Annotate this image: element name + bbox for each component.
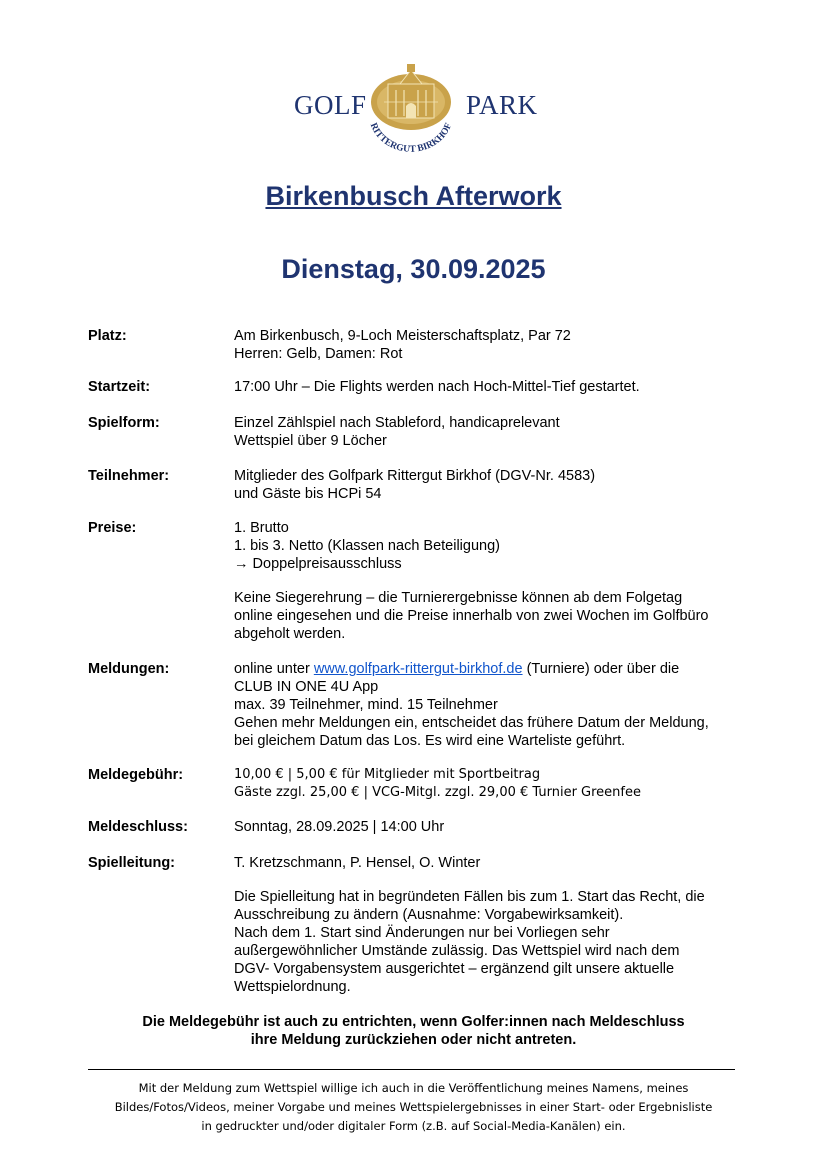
text-line: 10,00 € | 5,00 € für Mitglieder mit Sportbeitrag — [234, 767, 541, 782]
text-fragment: (Turniere) oder über die — [522, 661, 680, 677]
section-value — [234, 414, 744, 450]
golfpark-logo — [292, 62, 538, 158]
text-line: 1. Brutto — [234, 520, 289, 536]
castle-emblem-icon — [354, 62, 468, 158]
section-value — [234, 818, 744, 836]
text-line: Sonntag, 28.09.2025 | 14:00 Uhr — [234, 819, 445, 835]
section-value — [234, 854, 744, 996]
website-link[interactable]: www.golfpark-rittergut-birkhof.de — [313, 661, 523, 677]
text-line: Gehen mehr Meldungen ein, entscheidet das frühere Datum der Meldung, — [234, 715, 709, 731]
section-label: Meldegebühr: — [88, 767, 184, 783]
section-value — [234, 467, 744, 503]
event-date: Dienstag, 30.09.2025 — [281, 254, 546, 284]
text-line: Am Birkenbusch, 9-Loch Meisterschaftsplatz, Par 72 — [234, 328, 571, 344]
text-line: Einzel Zählspiel nach Stableford, handicaprelevant — [234, 415, 560, 431]
svg-text:RITTERGUT BIRKHOF: RITTERGUT BIRKHOF — [367, 121, 455, 155]
text-line: Nach dem 1. Start sind Änderungen nur bei Vorliegen sehr — [234, 925, 610, 941]
text-line: Keine Siegerehrung – die Turnierergebnisse können ab dem Folgetag — [234, 590, 683, 606]
text-line: bei gleichem Datum das Los. Es wird eine Warteliste geführt. — [234, 733, 626, 749]
text-line: T. Kretzschmann, P. Hensel, O. Winter — [234, 855, 481, 871]
fee-notice — [0, 1013, 827, 1049]
text-line: Mit der Meldung zum Wettspiel willige ich auch in die Veröffentlichung meines Namens, meines — [138, 1081, 689, 1095]
section-label: Spielform: — [88, 415, 160, 431]
logo-word-golf: GOLF — [294, 90, 367, 120]
text-line: Wettspiel über 9 Löcher — [234, 433, 387, 449]
text-line: Bildes/Fotos/Videos, meiner Vorgabe und meines Wettspielergebnisses in einer Start- oder Ergebnisliste — [114, 1100, 713, 1114]
section-value — [234, 766, 744, 802]
text-line: Mitglieder des Golfpark Rittergut Birkhof (DGV-Nr. 4583) — [234, 468, 596, 484]
footer-divider — [88, 1069, 735, 1070]
text-line: Herren: Gelb, Damen: Rot — [234, 346, 403, 362]
text-line: Die Meldegebühr ist auch zu entrichten, wenn Golfer:innen nach Meldeschluss — [142, 1014, 685, 1030]
text-fragment: online unter — [234, 661, 314, 677]
text-line: Gäste zzgl. 25,00 € | VCG-Mitgl. zzgl. 29,00 € Turnier Greenfee — [234, 785, 641, 800]
text-line: online eingesehen und die Preise innerhalb von zwei Wochen im Golfbüro — [234, 608, 709, 624]
section-label: Teilnehmer: — [88, 468, 170, 484]
text-line: und Gäste bis HCPi 54 — [234, 486, 382, 502]
section-label: Meldungen: — [88, 661, 170, 677]
section-value — [234, 378, 744, 396]
text-line: max. 39 Teilnehmer, mind. 15 Teilnehmer — [234, 697, 498, 713]
text-line: Ausschreibung zu ändern (Ausnahme: Vorgabewirksamkeit). — [234, 907, 624, 923]
section-label: Spielleitung: — [88, 855, 175, 871]
text-line: außergewöhnlicher Umstände zulässig. Das Wettspiel wird nach dem — [234, 943, 680, 959]
section-label: Platz: — [88, 328, 127, 344]
text-line: 17:00 Uhr – Die Flights werden nach Hoch-Mittel-Tief gestartet. — [234, 379, 640, 395]
text-line: Wettspielordnung. — [234, 979, 351, 995]
section-value — [234, 519, 744, 643]
text-line: Die Spielleitung hat in begründeten Fällen bis zum 1. Start das Recht, die — [234, 889, 705, 905]
section-value — [234, 327, 744, 363]
section-label: Meldeschluss: — [88, 819, 188, 835]
text-line: → Doppelpreisausschluss — [234, 556, 402, 572]
text-line: CLUB IN ONE 4U App — [234, 679, 379, 695]
section-label: Preise: — [88, 520, 137, 536]
section-label: Startzeit: — [88, 379, 151, 395]
logo-word-park: PARK — [466, 90, 538, 120]
section-value — [234, 660, 744, 750]
footer-consent — [100, 1079, 727, 1136]
text-line: in gedruckter und/oder digitaler Form (z.B. auf Social-Media-Kanälen) ein. — [201, 1119, 626, 1133]
text-line: ihre Meldung zurückziehen oder nicht antreten. — [250, 1032, 577, 1048]
text-line: abgeholt werden. — [234, 626, 346, 642]
event-title: Birkenbusch Afterwork — [265, 181, 562, 211]
text-line — [234, 660, 744, 678]
text-line: DGV- Vorgabensystem ausgerichtet – ergänzend gilt unsere aktuelle — [234, 961, 675, 977]
text-line: 1. bis 3. Netto (Klassen nach Beteiligung) — [234, 538, 500, 554]
